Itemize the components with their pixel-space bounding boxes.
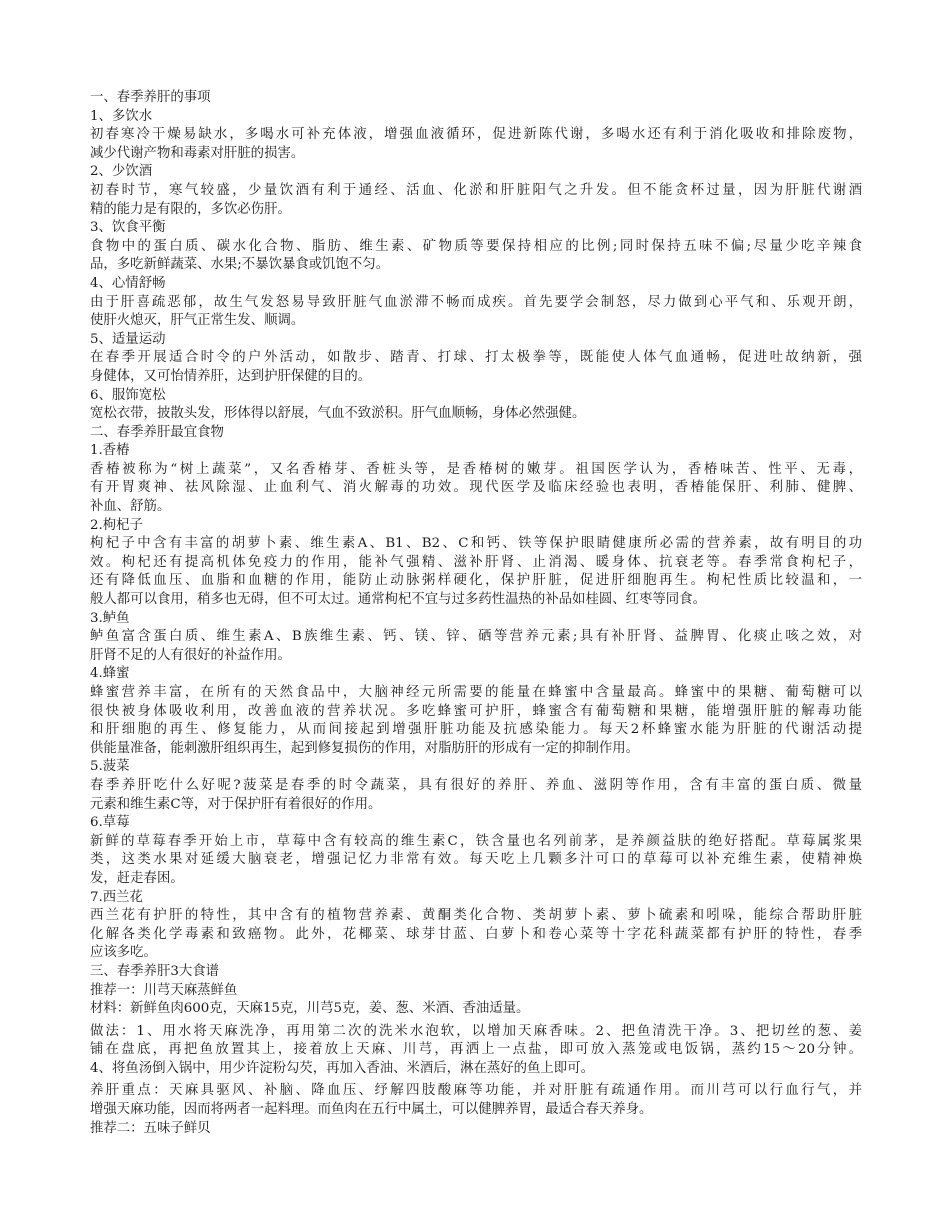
- item-heading: 5.菠菜: [90, 759, 130, 775]
- paragraph-line: 元素和维生素C等，对于保护肝有着很好的作用。: [90, 796, 382, 812]
- item-heading: 1.香椿: [90, 443, 130, 459]
- paragraph-line: 新鲜的草莓春季开始上市，草莓中含有较高的维生素C，铁含量也名列前茅，是养颜益肤的绝好搭配。草莓属浆果: [90, 833, 862, 849]
- paragraph-line: 初春寒冷干燥易缺水，多喝水可补充体液，增强血液循环，促进新陈代谢，多喝水还有利于消化吸收和排除废物，: [90, 127, 862, 143]
- paragraph-line: 在春季开展适合时令的户外活动，如散步、踏青、打球、打太极拳等，既能使人体气血通畅，促进吐故纳新，强: [90, 350, 862, 366]
- paragraph-line: 4、将鱼汤倒入锅中，用少许淀粉勾芡，再加入香油、米酒后，淋在蒸好的鱼上即可。: [90, 1060, 594, 1076]
- section-heading: 二、春季养肝最宜食物: [90, 424, 224, 440]
- paragraph-line: 精的能力是有限的，多饮必伤肝。: [90, 201, 291, 217]
- paragraph-line: 减少代谢产物和毒素对肝脏的损害。: [90, 145, 305, 161]
- item-heading: 2、少饮酒: [90, 164, 153, 180]
- paragraph-line: 有开胃爽神、祛风除湿、止血利气、消火解毒的功效。现代医学及临床经验也表明，香椿能保肝、利肺、健脾、: [90, 480, 862, 496]
- section-heading: 三、春季养肝3大食谱: [90, 963, 220, 979]
- paragraph-line: 养肝重点：天麻具驱风、补脑、降血压、纾解四肢酸麻等功能，并对肝脏有疏通作用。而川芎可以行血行气，并: [90, 1083, 862, 1099]
- item-heading: 6、服饰宽松: [90, 387, 166, 403]
- paragraph-line: 和肝细胞的再生、修复能力，从而间接起到增强肝脏功能及抗感染能力。每天2杯蜂蜜水能为肝脏的代谢活动提: [90, 722, 862, 738]
- paragraph-line: 应该多吃。: [90, 945, 157, 961]
- paragraph-line: 效。枸杞还有提高机体免疫力的作用，能补气强精、滋补肝肾、止消渴、暖身体、抗衰老等。春季常食枸杞子，: [90, 554, 862, 570]
- section-heading: 一、春季养肝的事项: [90, 90, 211, 105]
- item-heading: 推荐一：川芎天麻蒸鲜鱼: [90, 982, 238, 998]
- paragraph-line: 鲈鱼富含蛋白质、维生素A、B族维生素、钙、镁、锌、硒等营养元素;具有补肝肾、益脾胃、化痰止咳之效，对: [90, 629, 862, 645]
- paragraph-line: 宽松衣带，披散头发，形体得以舒展，气血不致淤积。肝气血顺畅，身体必然强健。: [90, 406, 586, 422]
- paragraph-line: 使肝火熄灭，肝气正常生发、顺调。: [90, 313, 305, 329]
- item-heading: 推荐二：五味子鲜贝: [90, 1120, 211, 1136]
- paragraph-line: 初春时节，寒气较盛，少量饮酒有利于通经、活血、化淤和肝脏阳气之升发。但不能贪杯过量，因为肝脏代谢酒: [90, 182, 862, 198]
- item-heading: 6.草莓: [90, 815, 130, 831]
- paragraph-line: 食物中的蛋白质、碳水化合物、脂肪、维生素、矿物质等要保持相应的比例;同时保持五味不偏;尽量少吃辛辣食: [90, 238, 862, 254]
- paragraph-line: 很快被身体吸收利用，改善血液的营养状况。多吃蜂蜜可护肝，蜂蜜含有葡萄糖和果糖，能增强肝脏的解毒功能: [90, 703, 862, 719]
- paragraph-line: 增强天麻功能，因而将两者一起料理。而鱼肉在五行中属土，可以健脾养胃，最适合春天养身。: [90, 1102, 653, 1118]
- paragraph-line: 般人都可以食用，稍多也无碍，但不可太过。通常枸杞不宜与过多药性温热的补品如桂圆、红枣等同食。: [90, 592, 706, 608]
- paragraph-line: 还有降低血压、血脂和血糖的作用，能防止动脉粥样硬化，保护肝脏，促进肝细胞再生。枸杞性质比较温和，一: [90, 573, 862, 589]
- paragraph-line: 香椿被称为“树上蔬菜”，又名香椿芽、香桩头等，是香椿树的嫩芽。祖国医学认为，香椿味苦、性平、无毒，: [90, 461, 862, 477]
- paragraph-line: 枸杞子中含有丰富的胡萝卜素、维生素A、B1、B2、C和钙、铁等保护眼睛健康所必需的营养素，故有明目的功: [90, 536, 862, 552]
- paragraph-line: 铺在盘底，再把鱼放置其上，接着放上天麻、川芎，再洒上一点盐，即可放入蒸笼或电饭锅，蒸约15～20分钟。: [90, 1042, 862, 1058]
- paragraph-line: 西兰花有护肝的特性，其中含有的植物营养素、黄酮类化合物、类胡萝卜素、萝卜硫素和吲哚，能综合帮助肝脏: [90, 908, 862, 924]
- paragraph-line: 供能量准备，能刺激肝组织再生，起到修复损伤的作用，对脂肪肝的形成有一定的抑制作用。: [90, 740, 640, 756]
- paragraph-line: 品，多吃新鲜蔬菜、水果;不暴饮暴食或饥饱不匀。: [90, 257, 390, 273]
- item-heading: 1、多饮水: [90, 108, 153, 124]
- paragraph-line: 做法：1、用水将天麻洗净，再用第二次的洗米水泡软，以增加天麻香味。2、把鱼清洗干净。3、把切丝的葱、姜: [90, 1023, 862, 1039]
- document-body: [90, 89, 862, 1138]
- paragraph-line: 材料：新鲜鱼肉600克，天麻15克，川芎5克，姜、葱、米酒、香油适量。: [90, 1001, 530, 1017]
- item-heading: 7.西兰花: [90, 889, 143, 905]
- item-heading: 3、饮食平衡: [90, 220, 166, 236]
- paragraph-line: 补血、舒筋。: [90, 499, 171, 515]
- paragraph-line: 春季养肝吃什么好呢?菠菜是春季的时令蔬菜，具有很好的养肝、养血、滋阴等作用，含有丰富的蛋白质、微量: [90, 777, 862, 793]
- paragraph-line: 由于肝喜疏恶郁，故生气发怒易导致肝脏气血淤滞不畅而成疾。首先要学会制怒，尽力做到心平气和、乐观开朗，: [90, 294, 862, 310]
- item-heading: 4.蜂蜜: [90, 666, 130, 682]
- paragraph-line: 身健体，又可怡情养肝，达到护肝保健的目的。: [90, 368, 372, 384]
- paragraph-line: 类，这类水果对延缓大脑衰老，增强记忆力非常有效。每天吃上几颗多汁可口的草莓可以补充维生素，使精神焕: [90, 852, 862, 868]
- paragraph-line: 肝肾不足的人有很好的补益作用。: [90, 647, 291, 663]
- paragraph-line: 发，赶走春困。: [90, 870, 184, 886]
- item-heading: 2.枸杞子: [90, 517, 143, 533]
- item-heading: 5、适量运动: [90, 331, 166, 347]
- item-heading: 3.鲈鱼: [90, 610, 130, 626]
- paragraph-line: 蜂蜜营养丰富，在所有的天然食品中，大脑神经元所需要的能量在蜂蜜中含量最高。蜂蜜中的果糖、葡萄糖可以: [90, 685, 862, 700]
- paragraph-line: 化解各类化学毒素和致癌物。此外，花椰菜、球芽甘蓝、白萝卜和卷心菜等十字花科蔬菜都有护肝的特性，春季: [90, 926, 862, 942]
- item-heading: 4、心情舒畅: [90, 275, 166, 291]
